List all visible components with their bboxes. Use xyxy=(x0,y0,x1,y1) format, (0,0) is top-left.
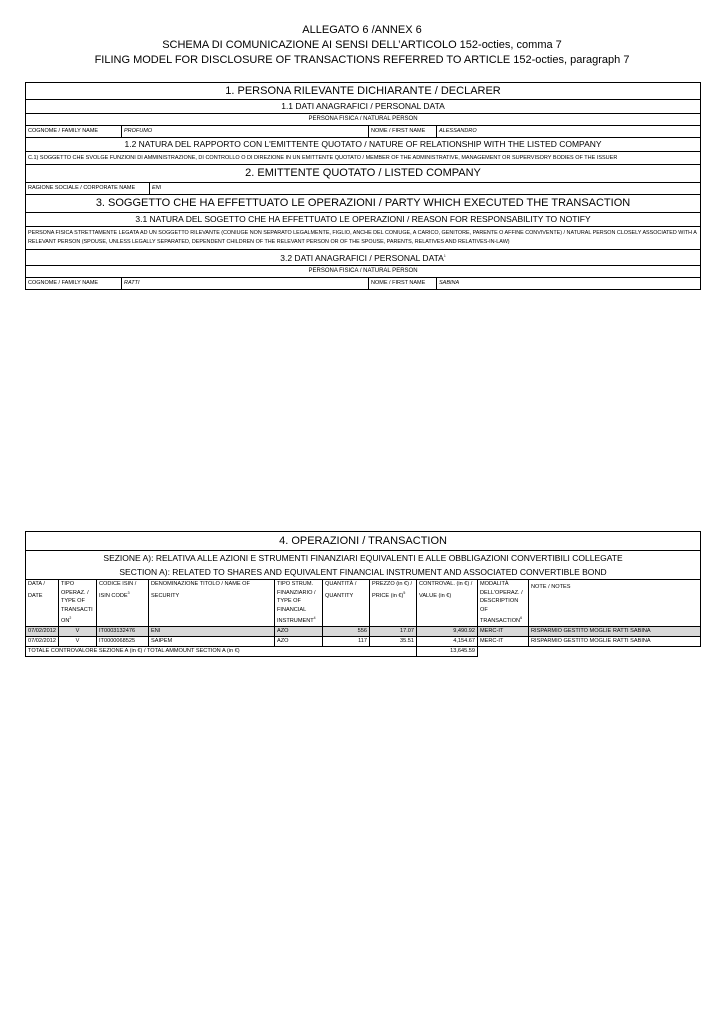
section4-title: 4. OPERAZIONI / TRANSACTION xyxy=(26,532,701,551)
row-isin: IT0000068525 xyxy=(97,637,149,647)
party-first-name-value: SABINA xyxy=(437,277,701,289)
col-description-header: MODALITÀ DELL'OPERAZ. / DESCRIPTION OF TRANSACTION$^6$ xyxy=(478,580,529,627)
row-instrument: AZO xyxy=(275,637,323,647)
col-security-header: DENOMINAZIONE TITOLO / NAME OF SECURITY xyxy=(149,580,275,627)
transactions-table xyxy=(25,531,701,657)
section3-reason-title: 3.1 NATURA DEL SOGETTO CHE HA EFFETTUATO LE OPERAZIONI / REASON FOR RESPONSABILITY TO NOTIFY xyxy=(26,213,701,227)
reason-value: PERSONA FISICA STRETTAMENTE LEGATA AD UN SOGGETTO RILEVANTE (CONIUGE NON SEPARATO LEGALMENTE, FIGLIO, ANCHE DEL CONIUGE, A CARICO, GENITORE, PARENTE O AFFINE CONVIVENTE) / NATURAL PERSON CLOSELY ASSOCIATED WITH A RELEVANT PERSON (SPOUSE, UNLESS LEGALLY SEPARATED, DEPENDENT CHILDREN OF THE RELEVANT PERSON OR OF THE SPOUSE, PARENTS, RELATIVES AND RELATIVES-IN-LAW) xyxy=(26,227,701,250)
row-quantity: 117 xyxy=(323,637,370,647)
col-quantity-header: QUANTITÀ / QUANTITY xyxy=(323,580,370,627)
row-price: 17.07 xyxy=(370,627,417,637)
row-value: 9,490.92 xyxy=(417,627,478,637)
col-isin-header: CODICE ISIN / ISIN CODE$^3$ xyxy=(97,580,149,627)
party-family-name-label: COGNOME / FAMILY NAME xyxy=(26,277,122,289)
col-value-header: CONTROVAL. (in €) / VALUE (in €) xyxy=(417,580,478,627)
row-value: 4,154.67 xyxy=(417,637,478,647)
row-instrument: AZO xyxy=(275,627,323,637)
col-date-header: DATA / DATE xyxy=(26,580,59,627)
row-date: 07/02/2012 xyxy=(26,637,59,647)
section-a-title-en: SECTION A): RELATED TO SHARES AND EQUIVALENT FINANCIAL INSTRUMENT AND ASSOCIATED CONVERTIBLE BOND xyxy=(119,567,607,577)
total-label: TOTALE CONTROVALORE SEZIONE A (in €) / TOTAL AMMOUNT SECTION A (in €) xyxy=(26,647,417,657)
section1-relationship-title: 1.2 NATURA DEL RAPPORTO CON L'EMITTENTE QUOTATO / NATURE OF RELATIONSHIP WITH THE LISTED COMPANY xyxy=(26,138,701,152)
total-value: 13,645.59 xyxy=(417,647,478,657)
declarer-family-name-label: COGNOME / FAMILY NAME xyxy=(26,126,122,138)
row-date: 07/02/2012 xyxy=(26,627,59,637)
corporate-name-value: ENI xyxy=(152,185,162,191)
col-instrument-header: TIPO STRUM. FINANZIARIO / TYPE OF FINANCIAL INSTRUMENT$^4$ xyxy=(275,580,323,627)
section-a-title-it: SEZIONE A): RELATIVA ALLE AZIONI E STRUMENTI FINANZIARI EQUIVALENTI E ALLE OBBLIGAZIONI CONVERTIBILI COLLEGATE xyxy=(103,553,623,563)
corporate-name-label: RAGIONE SOCIALE / CORPORATE NAME xyxy=(26,183,150,194)
row-security: SAIPEM xyxy=(149,637,275,647)
section3-personal-data-title: 3.2 DATI ANAGRAFICI / PERSONAL DATA$^1$ xyxy=(26,250,701,266)
section2-title: 2. EMITTENTE QUOTATO / LISTED COMPANY xyxy=(26,165,701,183)
annex-title: ALLEGATO 6 /ANNEX 6 xyxy=(302,24,422,36)
declarer-first-name-value: ALESSANDRO xyxy=(437,126,701,138)
table-row xyxy=(26,637,701,647)
row-type: V xyxy=(59,637,97,647)
col-price-header: PREZZO (in €) / PRICE (in €)$^5$ xyxy=(370,580,417,627)
col-type-header: TIPO OPERAZ. / TYPE OF TRANSACTI $ON^2$ xyxy=(59,580,97,627)
row-security: ENI xyxy=(149,627,275,637)
section3-title: 3. SOGGETTO CHE HA EFFETTUATO LE OPERAZIONI / PARTY WHICH EXECUTED THE TRANSACTION xyxy=(26,195,701,213)
row-type: V xyxy=(59,627,97,637)
declarer-form xyxy=(25,82,701,290)
col-notes-header: NOTE / NOTES xyxy=(529,580,701,627)
row-quantity: 556 xyxy=(323,627,370,637)
row-price: 35.51 xyxy=(370,637,417,647)
party-family-name-value: RATTI xyxy=(122,277,369,289)
section1-natural-person: PERSONA FISICA / NATURAL PERSON xyxy=(26,114,701,126)
row-notes: RISPARMIO GESTITO MOGLIE RATTI SABINA xyxy=(529,637,701,647)
party-first-name-label: NOME / FIRST NAME xyxy=(369,277,437,289)
schema-title: SCHEMA DI COMUNICAZIONE AI SENSI DELL’ARTICOLO 152-octies, comma 7 xyxy=(162,39,562,51)
row-isin: IT0003132476 xyxy=(97,627,149,637)
section3-natural-person: PERSONA FISICA / NATURAL PERSON xyxy=(26,265,701,277)
table-row xyxy=(26,627,701,637)
row-description: MERC-IT xyxy=(478,627,529,637)
section1-title: 1. PERSONA RILEVANTE DICHIARANTE / DECLARER xyxy=(26,83,701,100)
filing-model-title: FILING MODEL FOR DISCLOSURE OF TRANSACTIONS REFERRED TO ARTICLE 152-octies, paragraph 7 xyxy=(94,54,630,66)
row-description: MERC-IT xyxy=(478,637,529,647)
total-row xyxy=(26,647,701,657)
declarer-family-name-value: PROFUMO xyxy=(122,126,369,138)
declarer-first-name-label: NOME / FIRST NAME xyxy=(369,126,437,138)
row-notes: RISPARMIO GESTITO MOGLIE RATTI SABINA xyxy=(529,627,701,637)
relationship-value: C.1) SOGGETTO CHE SVOLGE FUNZIONI DI AMMINISTRAZIONE, DI CONTROLLO O DI DIREZIONE IN UN EMITTENTE QUOTATO / MEMBER OF THE ADMINISTRATIVE, MANAGEMENT OR SUPERVISORY BODIES OF THE ISSUER xyxy=(26,152,701,165)
section1-personal-data-title: 1.1 DATI ANAGRAFICI / PERSONAL DATA xyxy=(26,100,701,114)
